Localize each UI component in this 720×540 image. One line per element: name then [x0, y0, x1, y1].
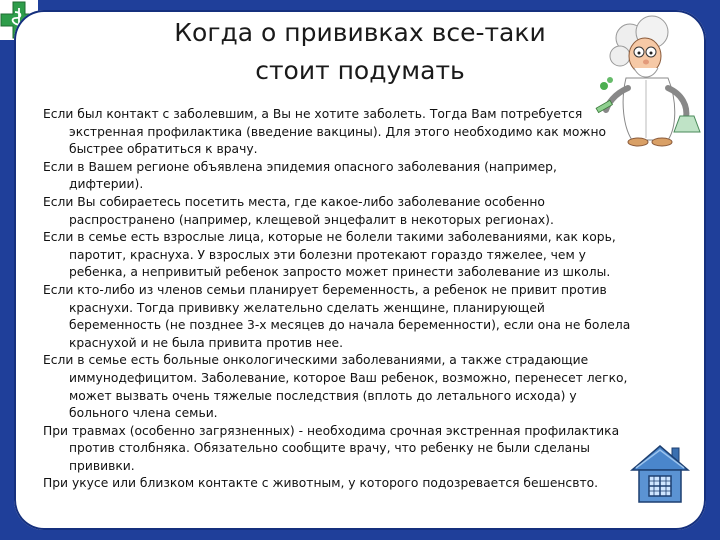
home-icon[interactable]: [630, 440, 690, 504]
list-item: Если в семье есть больные онкологическими заболеваниями, а также страдающие иммунодефицитом. Заболевание, которое Ваш ребенок, возможно, перенесет легко, может вызвать очень тяжелые последствия (вплоть до летального исхода) у больного члена семьи.: [43, 353, 628, 421]
title-line-2: стоит подумать: [255, 56, 465, 85]
list-item: При укусе или близком контакте с животным, у которого подозревается бешенсвто.: [43, 476, 599, 491]
list-item: Если в Вашем регионе объявлена эпидемия опасного заболевания (например, дифтерии).: [43, 159, 557, 192]
info-list: [43, 106, 633, 493]
list-item: При травмах (особенно загрязненных) - необходима срочная экстренная профилактика против столбняка. Обязательно сообщите врачу, что ребенку не были сделаны прививки.: [43, 423, 620, 473]
page-title: [150, 14, 570, 90]
title-line-1: Когда о прививках все-таки: [174, 18, 546, 47]
list-item: Если был контакт с заболевшим, а Вы не хотите заболеть. Тогда Вам потребуется экстренная профилактика (введение вакцины). Для этого необходимо как можно быстрее обратиться к врачу.: [43, 107, 607, 157]
list-item: Если кто-либо из членов семьи планирует беременность, а ребенок не привит против краснухи. Тогда прививку желательно сделать женщине, планирующей беременность (не позднее 3-х месяцев до начала беременности), если она не болела краснухой и не была привита против нее.: [43, 282, 631, 350]
list-item: Если в семье есть взрослые лица, которые не болели такими заболеваниями, как корь, паротит, краснуха. У взрослых эти болезни протекают гораздо тяжелее, чем у ребенка, а непривитый ребенок запросто может принести заболевание из школы.: [43, 230, 616, 280]
list-item: Если Вы собираетесь посетить места, где какое-либо заболевание особенно распространено (например, клещевой энцефалит в некоторых регионах).: [43, 194, 554, 227]
